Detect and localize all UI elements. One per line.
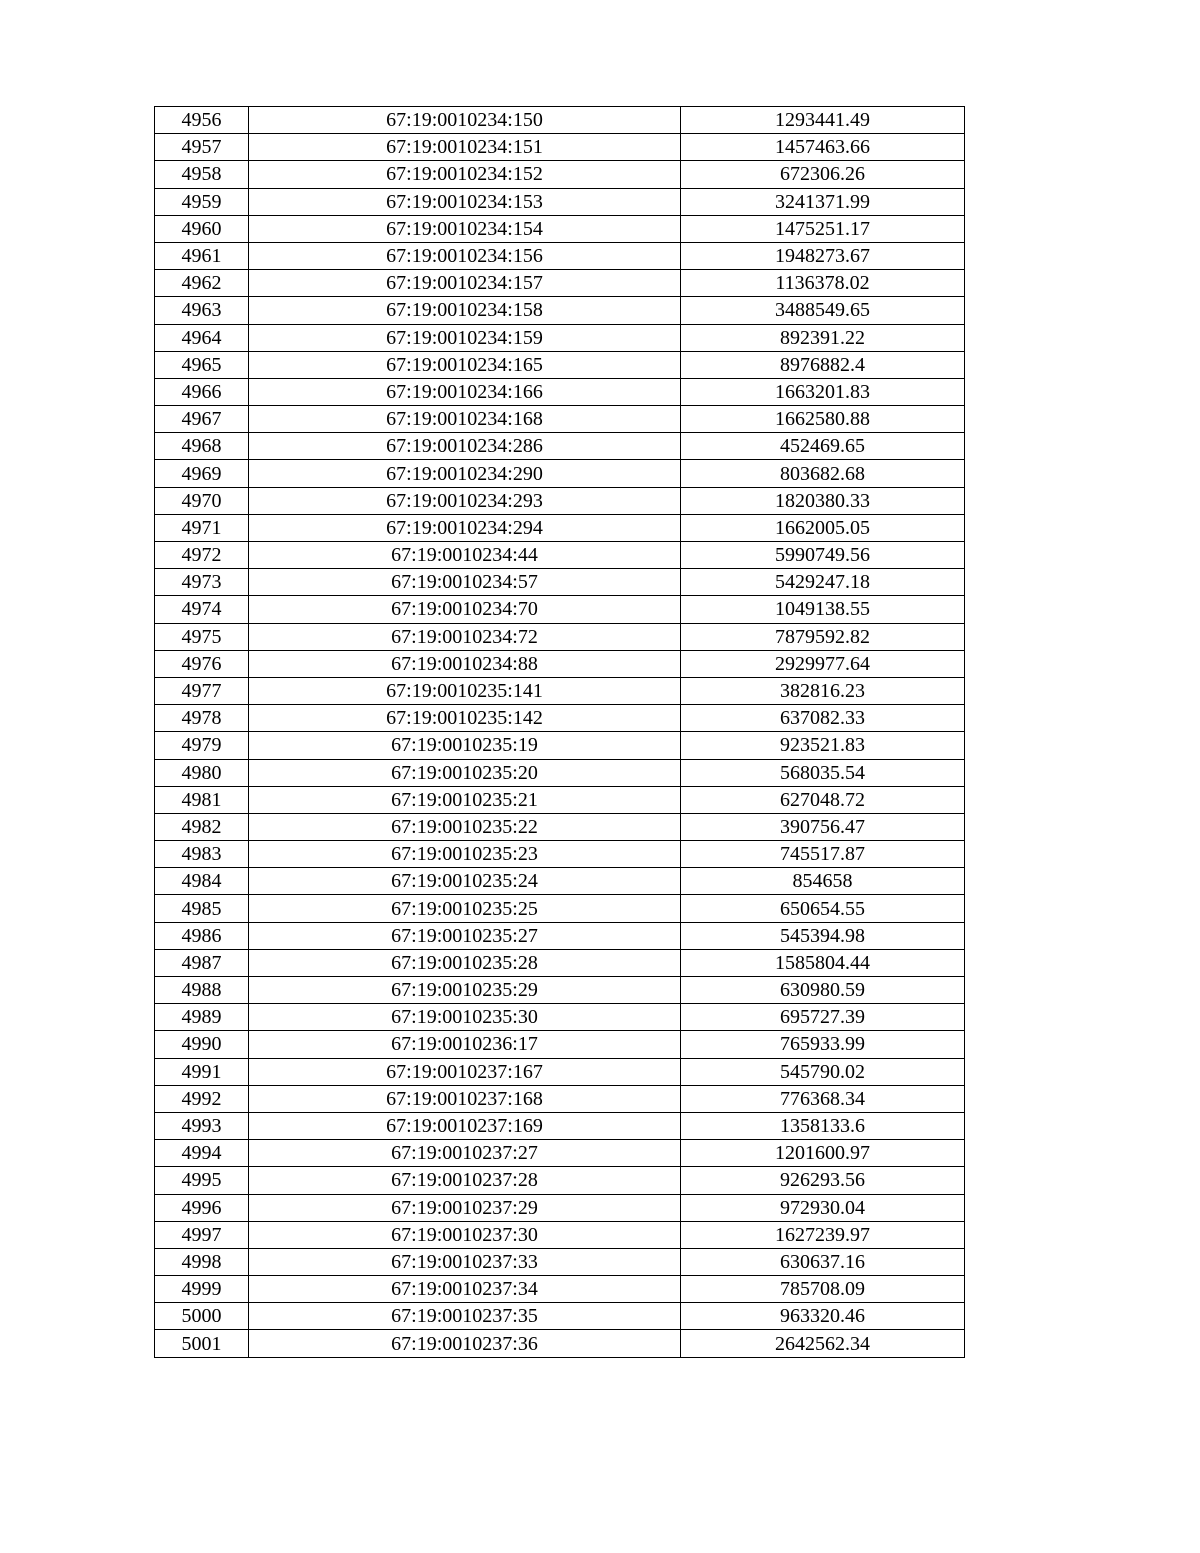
cadastral-number-cell: 67:19:0010235:24 — [249, 868, 681, 895]
cadastral-number-cell: 67:19:0010236:17 — [249, 1031, 681, 1058]
value-cell: 3241371.99 — [681, 188, 965, 215]
value-cell: 854658 — [681, 868, 965, 895]
table-row — [155, 677, 965, 704]
table-body — [155, 107, 965, 1358]
cadastral-number-cell: 67:19:0010234:286 — [249, 433, 681, 460]
value-cell: 803682.68 — [681, 460, 965, 487]
cadastral-number-cell: 67:19:0010237:167 — [249, 1058, 681, 1085]
row-number-cell: 4967 — [155, 406, 249, 433]
cadastral-number-cell: 67:19:0010237:35 — [249, 1303, 681, 1330]
value-cell: 5990749.56 — [681, 542, 965, 569]
value-cell: 2642562.34 — [681, 1330, 965, 1357]
cadastral-number-cell: 67:19:0010237:169 — [249, 1112, 681, 1139]
row-number-cell: 5000 — [155, 1303, 249, 1330]
value-cell: 972930.04 — [681, 1194, 965, 1221]
table-row — [155, 297, 965, 324]
value-cell: 1627239.97 — [681, 1221, 965, 1248]
cadastral-number-cell: 67:19:0010234:152 — [249, 161, 681, 188]
cadastral-number-cell: 67:19:0010234:72 — [249, 623, 681, 650]
value-cell: 926293.56 — [681, 1167, 965, 1194]
table-row — [155, 977, 965, 1004]
table-row — [155, 868, 965, 895]
row-number-cell: 4997 — [155, 1221, 249, 1248]
table-row — [155, 1303, 965, 1330]
table-row — [155, 569, 965, 596]
cadastral-number-cell: 67:19:0010237:168 — [249, 1085, 681, 1112]
table-row — [155, 841, 965, 868]
cadastral-number-cell: 67:19:0010235:22 — [249, 813, 681, 840]
value-cell: 545790.02 — [681, 1058, 965, 1085]
value-cell: 545394.98 — [681, 922, 965, 949]
row-number-cell: 4970 — [155, 487, 249, 514]
table-row — [155, 1167, 965, 1194]
row-number-cell: 4979 — [155, 732, 249, 759]
table-row — [155, 514, 965, 541]
value-cell: 1663201.83 — [681, 378, 965, 405]
table-row — [155, 1058, 965, 1085]
cadastral-value-table — [154, 106, 965, 1358]
row-number-cell: 4965 — [155, 351, 249, 378]
table-row — [155, 460, 965, 487]
value-cell: 650654.55 — [681, 895, 965, 922]
table-row — [155, 1112, 965, 1139]
row-number-cell: 4996 — [155, 1194, 249, 1221]
cadastral-number-cell: 67:19:0010235:19 — [249, 732, 681, 759]
value-cell: 382816.23 — [681, 677, 965, 704]
table-row — [155, 895, 965, 922]
row-number-cell: 4956 — [155, 107, 249, 134]
value-cell: 1585804.44 — [681, 949, 965, 976]
table-row — [155, 1140, 965, 1167]
value-cell: 785708.09 — [681, 1276, 965, 1303]
table-row — [155, 949, 965, 976]
table-row — [155, 650, 965, 677]
row-number-cell: 4985 — [155, 895, 249, 922]
row-number-cell: 4962 — [155, 270, 249, 297]
cadastral-number-cell: 67:19:0010237:36 — [249, 1330, 681, 1357]
row-number-cell: 4960 — [155, 215, 249, 242]
table-row — [155, 134, 965, 161]
row-number-cell: 4973 — [155, 569, 249, 596]
cadastral-number-cell: 67:19:0010234:57 — [249, 569, 681, 596]
row-number-cell: 4961 — [155, 242, 249, 269]
value-cell: 1358133.6 — [681, 1112, 965, 1139]
row-number-cell: 4995 — [155, 1167, 249, 1194]
row-number-cell: 4978 — [155, 705, 249, 732]
cadastral-number-cell: 67:19:0010235:20 — [249, 759, 681, 786]
row-number-cell: 4998 — [155, 1248, 249, 1275]
cadastral-number-cell: 67:19:0010237:27 — [249, 1140, 681, 1167]
cadastral-number-cell: 67:19:0010234:44 — [249, 542, 681, 569]
row-number-cell: 4957 — [155, 134, 249, 161]
row-number-cell: 4971 — [155, 514, 249, 541]
row-number-cell: 4980 — [155, 759, 249, 786]
cadastral-number-cell: 67:19:0010234:166 — [249, 378, 681, 405]
cadastral-number-cell: 67:19:0010234:159 — [249, 324, 681, 351]
row-number-cell: 4977 — [155, 677, 249, 704]
row-number-cell: 4968 — [155, 433, 249, 460]
value-cell: 1475251.17 — [681, 215, 965, 242]
row-number-cell: 4974 — [155, 596, 249, 623]
table-row — [155, 1248, 965, 1275]
cadastral-number-cell: 67:19:0010237:34 — [249, 1276, 681, 1303]
cadastral-number-cell: 67:19:0010235:141 — [249, 677, 681, 704]
row-number-cell: 4999 — [155, 1276, 249, 1303]
table-row — [155, 188, 965, 215]
value-cell: 3488549.65 — [681, 297, 965, 324]
table-row — [155, 107, 965, 134]
row-number-cell: 4989 — [155, 1004, 249, 1031]
cadastral-number-cell: 67:19:0010235:29 — [249, 977, 681, 1004]
cadastral-number-cell: 67:19:0010234:165 — [249, 351, 681, 378]
value-cell: 2929977.64 — [681, 650, 965, 677]
table-row — [155, 324, 965, 351]
cadastral-number-cell: 67:19:0010234:151 — [249, 134, 681, 161]
table-row — [155, 1221, 965, 1248]
value-cell: 630980.59 — [681, 977, 965, 1004]
table-row — [155, 487, 965, 514]
value-cell: 627048.72 — [681, 786, 965, 813]
table-row — [155, 215, 965, 242]
cadastral-number-cell: 67:19:0010234:158 — [249, 297, 681, 324]
value-cell: 923521.83 — [681, 732, 965, 759]
value-cell: 672306.26 — [681, 161, 965, 188]
row-number-cell: 4975 — [155, 623, 249, 650]
cadastral-number-cell: 67:19:0010234:290 — [249, 460, 681, 487]
row-number-cell: 4966 — [155, 378, 249, 405]
table-row — [155, 406, 965, 433]
table-row — [155, 433, 965, 460]
cadastral-number-cell: 67:19:0010237:33 — [249, 1248, 681, 1275]
row-number-cell: 4993 — [155, 1112, 249, 1139]
value-cell: 765933.99 — [681, 1031, 965, 1058]
cadastral-number-cell: 67:19:0010234:293 — [249, 487, 681, 514]
row-number-cell: 4972 — [155, 542, 249, 569]
value-cell: 1457463.66 — [681, 134, 965, 161]
cadastral-number-cell: 67:19:0010234:153 — [249, 188, 681, 215]
cadastral-number-cell: 67:19:0010234:70 — [249, 596, 681, 623]
row-number-cell: 4981 — [155, 786, 249, 813]
table-row — [155, 1004, 965, 1031]
table-row — [155, 270, 965, 297]
cadastral-number-cell: 67:19:0010235:28 — [249, 949, 681, 976]
table-row — [155, 786, 965, 813]
cadastral-number-cell: 67:19:0010234:157 — [249, 270, 681, 297]
value-cell: 5429247.18 — [681, 569, 965, 596]
row-number-cell: 4983 — [155, 841, 249, 868]
value-cell: 1662005.05 — [681, 514, 965, 541]
cadastral-number-cell: 67:19:0010234:154 — [249, 215, 681, 242]
table-row — [155, 378, 965, 405]
cadastral-number-cell: 67:19:0010235:30 — [249, 1004, 681, 1031]
value-cell: 1948273.67 — [681, 242, 965, 269]
table-row — [155, 1031, 965, 1058]
row-number-cell: 4958 — [155, 161, 249, 188]
value-cell: 568035.54 — [681, 759, 965, 786]
row-number-cell: 4963 — [155, 297, 249, 324]
table-row — [155, 596, 965, 623]
table-row — [155, 1330, 965, 1357]
value-cell: 390756.47 — [681, 813, 965, 840]
table-row — [155, 623, 965, 650]
table-row — [155, 732, 965, 759]
cadastral-number-cell: 67:19:0010234:168 — [249, 406, 681, 433]
row-number-cell: 4994 — [155, 1140, 249, 1167]
value-cell: 892391.22 — [681, 324, 965, 351]
table-row — [155, 1276, 965, 1303]
cadastral-number-cell: 67:19:0010234:294 — [249, 514, 681, 541]
table-row — [155, 1194, 965, 1221]
table-row — [155, 813, 965, 840]
value-cell: 745517.87 — [681, 841, 965, 868]
table-row — [155, 705, 965, 732]
value-cell: 1820380.33 — [681, 487, 965, 514]
row-number-cell: 5001 — [155, 1330, 249, 1357]
table-row — [155, 1085, 965, 1112]
cadastral-number-cell: 67:19:0010237:30 — [249, 1221, 681, 1248]
cadastral-number-cell: 67:19:0010235:23 — [249, 841, 681, 868]
value-cell: 695727.39 — [681, 1004, 965, 1031]
table-row — [155, 351, 965, 378]
table-row — [155, 242, 965, 269]
row-number-cell: 4988 — [155, 977, 249, 1004]
cadastral-number-cell: 67:19:0010234:88 — [249, 650, 681, 677]
cadastral-number-cell: 67:19:0010237:29 — [249, 1194, 681, 1221]
row-number-cell: 4986 — [155, 922, 249, 949]
value-cell: 7879592.82 — [681, 623, 965, 650]
value-cell: 1662580.88 — [681, 406, 965, 433]
value-cell: 1201600.97 — [681, 1140, 965, 1167]
row-number-cell: 4969 — [155, 460, 249, 487]
cadastral-number-cell: 67:19:0010235:27 — [249, 922, 681, 949]
cadastral-number-cell: 67:19:0010234:150 — [249, 107, 681, 134]
table-row — [155, 161, 965, 188]
row-number-cell: 4982 — [155, 813, 249, 840]
table-row — [155, 759, 965, 786]
row-number-cell: 4959 — [155, 188, 249, 215]
row-number-cell: 4964 — [155, 324, 249, 351]
value-cell: 1136378.02 — [681, 270, 965, 297]
row-number-cell: 4991 — [155, 1058, 249, 1085]
row-number-cell: 4984 — [155, 868, 249, 895]
cadastral-number-cell: 67:19:0010235:25 — [249, 895, 681, 922]
value-cell: 8976882.4 — [681, 351, 965, 378]
row-number-cell: 4987 — [155, 949, 249, 976]
row-number-cell: 4992 — [155, 1085, 249, 1112]
value-cell: 630637.16 — [681, 1248, 965, 1275]
value-cell: 637082.33 — [681, 705, 965, 732]
value-cell: 1293441.49 — [681, 107, 965, 134]
value-cell: 963320.46 — [681, 1303, 965, 1330]
row-number-cell: 4976 — [155, 650, 249, 677]
cadastral-number-cell: 67:19:0010235:21 — [249, 786, 681, 813]
table-row — [155, 542, 965, 569]
table-row — [155, 922, 965, 949]
value-cell: 452469.65 — [681, 433, 965, 460]
cadastral-number-cell: 67:19:0010234:156 — [249, 242, 681, 269]
value-cell: 776368.34 — [681, 1085, 965, 1112]
value-cell: 1049138.55 — [681, 596, 965, 623]
row-number-cell: 4990 — [155, 1031, 249, 1058]
cadastral-number-cell: 67:19:0010237:28 — [249, 1167, 681, 1194]
cadastral-number-cell: 67:19:0010235:142 — [249, 705, 681, 732]
